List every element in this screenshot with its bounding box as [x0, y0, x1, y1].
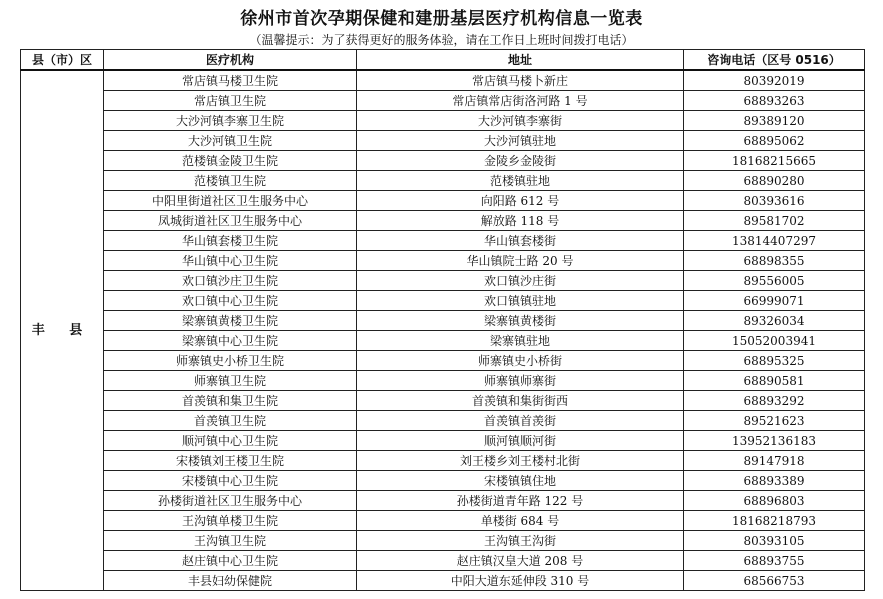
address-cell: 范楼镇驻地: [357, 171, 684, 191]
institution-cell: 孙楼街道社区卫生服务中心: [104, 491, 357, 511]
address-cell: 华山镇套楼街: [357, 231, 684, 251]
table-row: [21, 291, 865, 311]
address-cell: 师寨镇师寨街: [357, 371, 684, 391]
address-cell: 孙楼街道青年路 122 号: [357, 491, 684, 511]
institution-cell: 欢口镇沙庄卫生院: [104, 271, 357, 291]
table-row: [21, 151, 865, 171]
phone-cell: 66999071: [684, 291, 865, 311]
phone-cell: 15052003941: [684, 331, 865, 351]
address-cell: 首羡镇首羡街: [357, 411, 684, 431]
institution-cell: 范楼镇卫生院: [104, 171, 357, 191]
institution-cell: 华山镇套楼卫生院: [104, 231, 357, 251]
phone-cell: 68895325: [684, 351, 865, 371]
phone-cell: 89521623: [684, 411, 865, 431]
phone-cell: 89147918: [684, 451, 865, 471]
table-row: [21, 391, 865, 411]
address-cell: 单楼街 684 号: [357, 511, 684, 531]
phone-cell: 13952136183: [684, 431, 865, 451]
address-cell: 宋楼镇镇住地: [357, 471, 684, 491]
phone-cell: 89556005: [684, 271, 865, 291]
institution-cell: 梁寨镇黄楼卫生院: [104, 311, 357, 331]
page-title: 徐州市首次孕期保健和建册基层医疗机构信息一览表: [240, 9, 643, 29]
institution-cell: 凤城街道社区卫生服务中心: [104, 211, 357, 231]
phone-cell: 68898355: [684, 251, 865, 271]
table-row: [21, 511, 865, 531]
phone-cell: 68895062: [684, 131, 865, 151]
institution-cell: 赵庄镇中心卫生院: [104, 551, 357, 571]
institution-cell: 常店镇马楼卫生院: [104, 70, 357, 91]
phone-cell: 68890581: [684, 371, 865, 391]
institution-cell: 梁寨镇中心卫生院: [104, 331, 357, 351]
address-cell: 华山镇院士路 20 号: [357, 251, 684, 271]
institution-cell: 首羡镇和集卫生院: [104, 391, 357, 411]
institution-cell: 宋楼镇中心卫生院: [104, 471, 357, 491]
institution-cell: 首羡镇卫生院: [104, 411, 357, 431]
phone-cell: 89581702: [684, 211, 865, 231]
header-county: 县（市）区: [21, 50, 104, 71]
address-cell: 中阳大道东延伸段 310 号: [357, 571, 684, 591]
phone-cell: 68893389: [684, 471, 865, 491]
table-row: [21, 131, 865, 151]
phone-cell: 68896803: [684, 491, 865, 511]
table-header-row: [21, 50, 865, 71]
institution-cell: 范楼镇金陵卫生院: [104, 151, 357, 171]
table-row: [21, 331, 865, 351]
phone-cell: 68893292: [684, 391, 865, 411]
institution-cell: 师寨镇卫生院: [104, 371, 357, 391]
address-cell: 梁寨镇驻地: [357, 331, 684, 351]
phone-cell: 80392019: [684, 70, 865, 91]
table-row: [21, 70, 865, 91]
address-cell: 欢口镇镇驻地: [357, 291, 684, 311]
table-row: [21, 431, 865, 451]
institution-cell: 顺河镇中心卫生院: [104, 431, 357, 451]
table-row: [21, 571, 865, 591]
county-cell: 丰 县: [21, 70, 104, 591]
phone-cell: 68893755: [684, 551, 865, 571]
phone-cell: 68890280: [684, 171, 865, 191]
address-cell: 刘王楼乡刘王楼村北街: [357, 451, 684, 471]
address-cell: 金陵乡金陵街: [357, 151, 684, 171]
institution-cell: 师寨镇史小桥卫生院: [104, 351, 357, 371]
address-cell: 赵庄镇汉皇大道 208 号: [357, 551, 684, 571]
table-row: [21, 171, 865, 191]
table-row: [21, 231, 865, 251]
institution-cell: 常店镇卫生院: [104, 91, 357, 111]
table-row: [21, 251, 865, 271]
institution-cell: 大沙河镇李寨卫生院: [104, 111, 357, 131]
institution-cell: 欢口镇中心卫生院: [104, 291, 357, 311]
table-row: [21, 311, 865, 331]
phone-cell: 18168215665: [684, 151, 865, 171]
phone-cell: 80393105: [684, 531, 865, 551]
address-cell: 梁寨镇黄楼街: [357, 311, 684, 331]
phone-cell: 68566753: [684, 571, 865, 591]
table-row: [21, 531, 865, 551]
table-row: [21, 191, 865, 211]
table-row: [21, 91, 865, 111]
table-row: [21, 451, 865, 471]
table-row: [21, 211, 865, 231]
header-address: 地址: [357, 50, 684, 71]
address-cell: 解放路 118 号: [357, 211, 684, 231]
institution-cell: 华山镇中心卫生院: [104, 251, 357, 271]
address-cell: 师寨镇史小桥街: [357, 351, 684, 371]
phone-cell: 13814407297: [684, 231, 865, 251]
phone-cell: 89389120: [684, 111, 865, 131]
table-row: [21, 351, 865, 371]
table-row: [21, 371, 865, 391]
address-cell: 向阳路 612 号: [357, 191, 684, 211]
table-row: [21, 271, 865, 291]
institution-cell: 大沙河镇卫生院: [104, 131, 357, 151]
address-cell: 王沟镇王沟街: [357, 531, 684, 551]
phone-cell: 89326034: [684, 311, 865, 331]
address-cell: 大沙河镇驻地: [357, 131, 684, 151]
institution-table: [20, 49, 865, 591]
address-cell: 常店镇马楼卜新庄: [357, 70, 684, 91]
table-row: [21, 551, 865, 571]
institution-cell: 中阳里街道社区卫生服务中心: [104, 191, 357, 211]
institution-cell: 王沟镇单楼卫生院: [104, 511, 357, 531]
table-body: [21, 70, 865, 591]
phone-cell: 80393616: [684, 191, 865, 211]
table-row: [21, 491, 865, 511]
table-row: [21, 111, 865, 131]
phone-cell: 68893263: [684, 91, 865, 111]
header-institution: 医疗机构: [104, 50, 357, 71]
address-cell: 常店镇常店街洛河路 1 号: [357, 91, 684, 111]
institution-cell: 丰县妇幼保健院: [104, 571, 357, 591]
table-row: [21, 471, 865, 491]
address-cell: 首羡镇和集街街西: [357, 391, 684, 411]
institution-cell: 宋楼镇刘王楼卫生院: [104, 451, 357, 471]
address-cell: 顺河镇顺河街: [357, 431, 684, 451]
header-phone: 咨询电话（区号 0516）: [684, 50, 865, 71]
address-cell: 大沙河镇李寨街: [357, 111, 684, 131]
table-row: [21, 411, 865, 431]
phone-cell: 18168218793: [684, 511, 865, 531]
page-subtitle: （温馨提示：为了获得更好的服务体验，请在工作日上班时间拨打电话）: [249, 33, 634, 47]
address-cell: 欢口镇沙庄街: [357, 271, 684, 291]
institution-cell: 王沟镇卫生院: [104, 531, 357, 551]
